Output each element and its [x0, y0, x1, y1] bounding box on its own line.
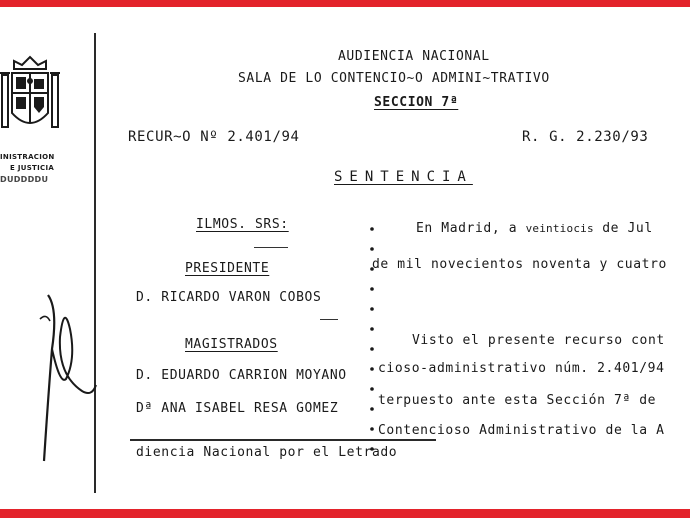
body-line-6: Contencioso Administrativo de la A — [378, 423, 665, 438]
document-title: SENTENCIA — [334, 169, 473, 185]
handwritten-signature-icon — [30, 289, 110, 469]
body-line-3: Visto el presente recurso cont — [412, 333, 665, 348]
body-line-1-prefix: En Madrid, a — [416, 221, 518, 236]
presidente-rule — [320, 319, 338, 320]
magistrado-1-name: D. EDUARDO CARRION MOYANO — [136, 368, 347, 383]
body-line-4: cioso-administrativo núm. 2.401/94 — [378, 361, 665, 376]
admin-label-line1: INISTRACION — [0, 153, 55, 161]
magistrado-2-name: Dª ANA ISABEL RESA GOMEZ — [136, 401, 339, 416]
bottom-red-border — [0, 509, 690, 518]
body-line-7: diencia Nacional por el Letrado — [136, 445, 398, 460]
section-heading: SECCION 7ª — [374, 95, 459, 110]
admin-label-line2: E JUSTICIA — [10, 164, 55, 172]
case-number: RECUR~O Nº 2.401/94 — [128, 129, 300, 145]
court-name: AUDIENCIA NACIONAL — [338, 49, 490, 64]
body-line-1 — [416, 221, 653, 236]
coat-of-arms-icon — [0, 51, 62, 151]
body-line-2: de mil novecientos noventa y cuatro — [372, 257, 667, 272]
body-line-1-suffix: de Jul — [593, 221, 653, 236]
chamber-name: SALA DE LO CONTENCIO~O ADMINI~TRATIVO — [238, 71, 550, 86]
handwritten-date: veintiocis — [525, 222, 594, 235]
top-red-border — [0, 0, 690, 7]
presidente-heading: PRESIDENTE — [185, 261, 270, 276]
magistrados-heading: MAGISTRADOS — [185, 337, 278, 352]
salutation-rule — [254, 247, 288, 248]
body-line-5: terpuesto ante esta Sección 7ª de — [378, 393, 657, 408]
admin-label-line3: DUDDDDU — [0, 175, 49, 184]
presidente-name: D. RICARDO VARON COBOS — [136, 290, 322, 305]
court-document — [0, 7, 690, 509]
bottom-rule — [130, 439, 436, 441]
registry-number: R. G. 2.230/93 — [522, 129, 649, 145]
salutation: ILMOS. SRS: — [196, 217, 289, 232]
